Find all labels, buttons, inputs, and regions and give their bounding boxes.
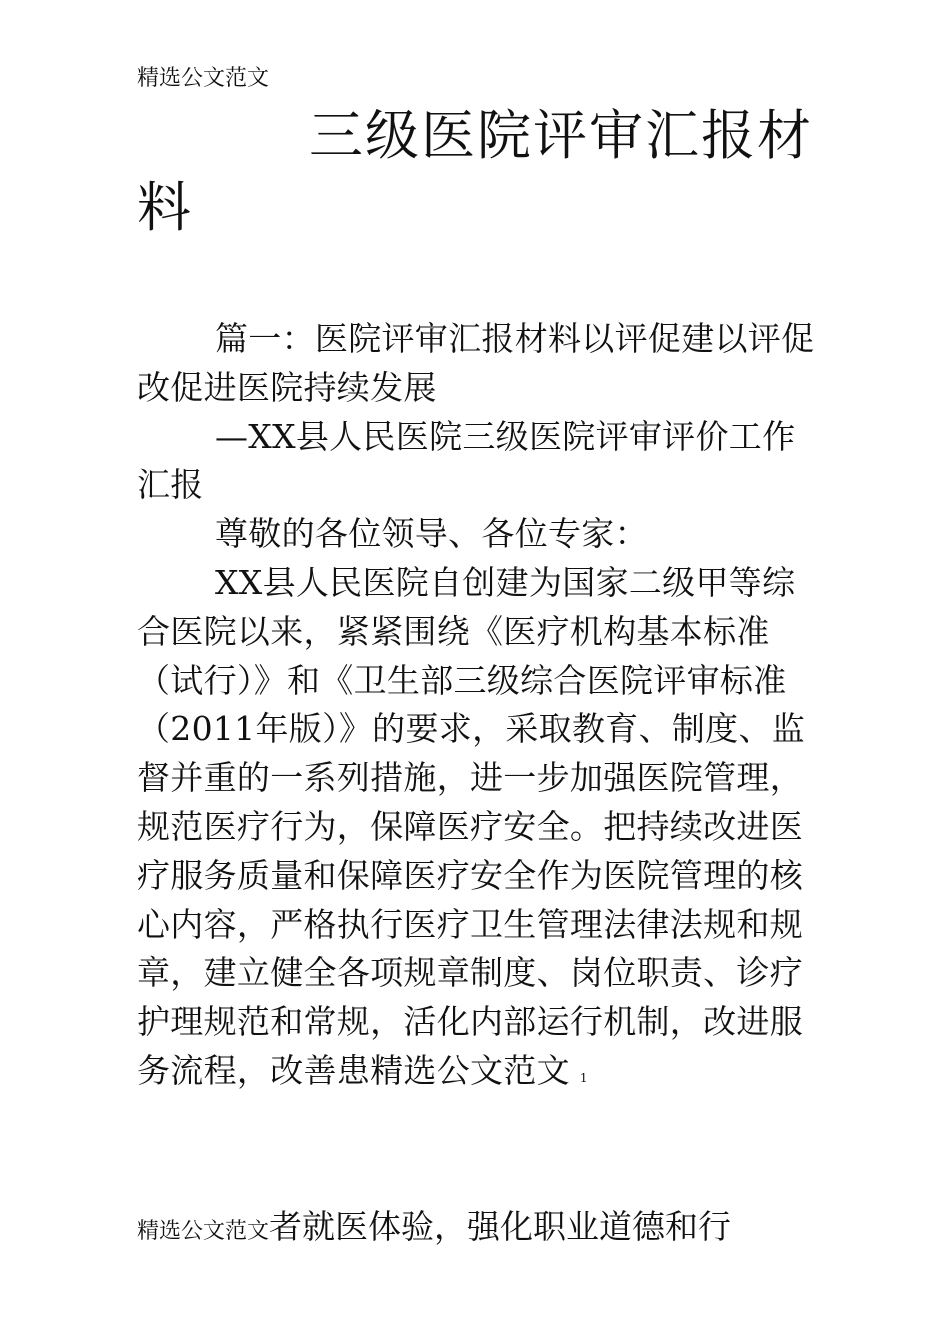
paragraph-salutation: 尊敬的各位领导、各位专家： [215,514,648,554]
page-header: 精选公文范文 [137,66,270,91]
page-number: 1 [579,1070,588,1085]
document-body [137,315,827,1103]
paragraph-main-text: XX县人民医院自创建为国家二级甲等综合医院以来，紧紧围绕《医疗机构基本标准（试行）》和《卫生部三级综合医院评审标准（2011年版）》的要求，采取教育、制度、监督并重的一系列措施，进一步加强医院管理，规范医疗行为，保障医疗安全。把持续改进医疗服务质量和保障医疗安全作为医院管理的核心内容，严格执行医疗卫生管理法律法规和规章，建立健全各项规章制度、岗位职责、诊疗护理规范和常规，活化内部运行机制，改进服务流程，改善患 [137,562,806,1090]
paragraph-main [137,559,827,1103]
next-page-start [137,1203,731,1256]
next-page-header: 精选公文范文 [137,1219,270,1244]
next-page-text: 者就医体验，强化职业道德和行 [269,1207,732,1246]
document-title: 三级医院评审汇报材料 [137,104,813,239]
inline-footer-label: 精选公文范文 [370,1050,570,1090]
paragraph-subheading: —XX县人民医院三级医院评审评价工作汇报 [137,416,796,505]
paragraph-heading: 篇一：医院评审汇报材料以评促建以评促改促进医院持续发展 [137,319,815,407]
